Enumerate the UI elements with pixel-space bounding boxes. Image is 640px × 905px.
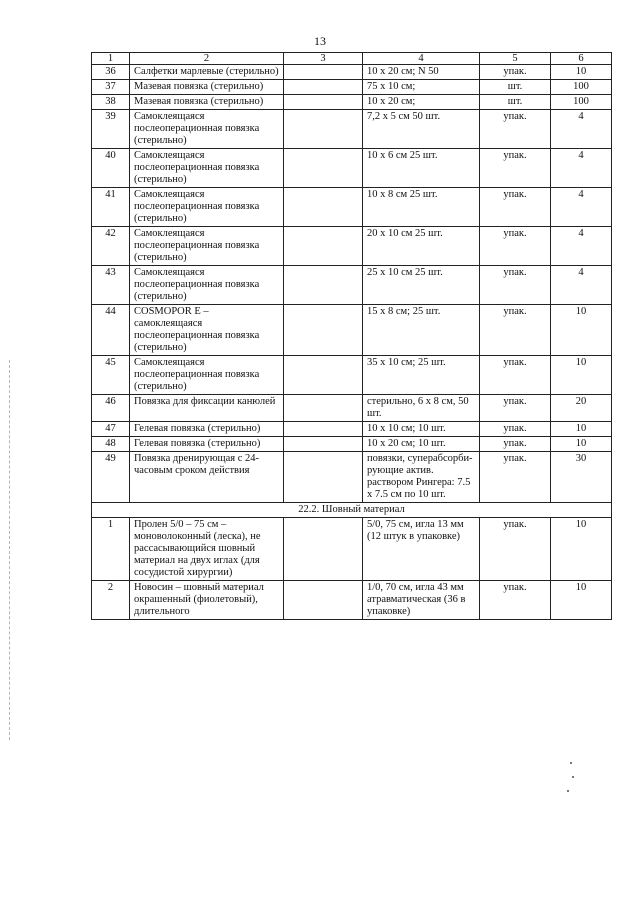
item-col3	[284, 452, 363, 503]
item-col3	[284, 305, 363, 356]
table-row	[92, 305, 612, 356]
row-number: 37	[92, 80, 130, 95]
item-unit: шт.	[480, 80, 551, 95]
table-body	[92, 65, 612, 620]
item-name: Гелевая повязка (стерильно)	[130, 422, 284, 437]
item-spec: 25 x 10 см 25 шт.	[363, 266, 480, 305]
row-number: 38	[92, 95, 130, 110]
item-unit: упак.	[480, 65, 551, 80]
page-number: 13	[314, 34, 326, 48]
column-header: 5	[480, 53, 551, 65]
item-col3	[284, 227, 363, 266]
table-row	[92, 518, 612, 581]
table-row	[92, 227, 612, 266]
table-row	[92, 452, 612, 503]
item-col3	[284, 149, 363, 188]
item-unit: упак.	[480, 518, 551, 581]
item-spec: 10 x 20 см; N 50	[363, 65, 480, 80]
item-col3	[284, 395, 363, 422]
item-quantity: 100	[551, 95, 612, 110]
item-unit: упак.	[480, 227, 551, 266]
item-name: Мазевая повязка (стерильно)	[130, 95, 284, 110]
item-name: Самоклеящаяся послеоперационная повязка (стерильно)	[130, 110, 284, 149]
table-row	[92, 65, 612, 80]
column-header: 1	[92, 53, 130, 65]
item-name: Повязка дренирующая с 24-часовым сроком действия	[130, 452, 284, 503]
table-row	[92, 581, 612, 620]
column-header: 6	[551, 53, 612, 65]
item-col3	[284, 437, 363, 452]
item-quantity: 10	[551, 581, 612, 620]
item-col3	[284, 95, 363, 110]
table-header-row	[92, 53, 612, 65]
row-number: 47	[92, 422, 130, 437]
item-unit: упак.	[480, 110, 551, 149]
item-spec: 75 x 10 см;	[363, 80, 480, 95]
item-col3	[284, 581, 363, 620]
item-unit: упак.	[480, 149, 551, 188]
item-col3	[284, 80, 363, 95]
scan-speck	[567, 790, 569, 792]
item-quantity: 4	[551, 149, 612, 188]
item-spec: 10 x 6 см 25 шт.	[363, 149, 480, 188]
item-unit: упак.	[480, 305, 551, 356]
item-quantity: 10	[551, 356, 612, 395]
item-quantity: 4	[551, 227, 612, 266]
item-name: Гелевая повязка (стерильно)	[130, 437, 284, 452]
row-number: 44	[92, 305, 130, 356]
item-unit: упак.	[480, 395, 551, 422]
row-number: 42	[92, 227, 130, 266]
supplies-table	[91, 52, 612, 620]
scan-edge-line	[9, 360, 10, 740]
row-number: 49	[92, 452, 130, 503]
table-row	[92, 149, 612, 188]
row-number: 40	[92, 149, 130, 188]
item-name: Салфетки марлевые (стерильно)	[130, 65, 284, 80]
row-number: 2	[92, 581, 130, 620]
row-number: 36	[92, 65, 130, 80]
table-row	[92, 110, 612, 149]
item-quantity: 10	[551, 518, 612, 581]
table-row	[92, 422, 612, 437]
item-quantity: 10	[551, 305, 612, 356]
row-number: 39	[92, 110, 130, 149]
item-spec: 7,2 x 5 см 50 шт.	[363, 110, 480, 149]
item-quantity: 100	[551, 80, 612, 95]
scan-speck	[572, 776, 574, 778]
column-header: 4	[363, 53, 480, 65]
row-number: 48	[92, 437, 130, 452]
item-unit: упак.	[480, 422, 551, 437]
section-title: 22.2. Шовный материал	[92, 503, 612, 518]
item-name: Мазевая повязка (стерильно)	[130, 80, 284, 95]
item-quantity: 10	[551, 422, 612, 437]
item-spec: 10 x 10 см; 10 шт.	[363, 422, 480, 437]
table-row	[92, 188, 612, 227]
table-row	[92, 356, 612, 395]
table-row	[92, 95, 612, 110]
column-header: 3	[284, 53, 363, 65]
column-header: 2	[130, 53, 284, 65]
item-name: Самоклеящаяся послеоперационная повязка (стерильно)	[130, 356, 284, 395]
item-name: Самоклеящаяся послеоперационная повязка (стерильно)	[130, 149, 284, 188]
item-unit: упак.	[480, 437, 551, 452]
row-number: 43	[92, 266, 130, 305]
item-spec: 20 x 10 см 25 шт.	[363, 227, 480, 266]
item-col3	[284, 188, 363, 227]
item-unit: упак.	[480, 452, 551, 503]
item-col3	[284, 110, 363, 149]
item-name: Самоклеящаяся послеоперационная повязка (стерильно)	[130, 227, 284, 266]
item-quantity: 4	[551, 266, 612, 305]
item-spec: 15 x 8 см; 25 шт.	[363, 305, 480, 356]
item-name: Самоклеящаяся послеоперационная повязка (стерильно)	[130, 188, 284, 227]
item-name: Пролен 5/0 – 75 см – моноволоконный (леска), не рассасывающийся шовный материал на двух иглах (для сосудистой хирургии)	[130, 518, 284, 581]
row-number: 45	[92, 356, 130, 395]
item-spec: 10 x 20 см; 10 шт.	[363, 437, 480, 452]
item-spec: стерильно, 6 x 8 см, 50 шт.	[363, 395, 480, 422]
table-row	[92, 437, 612, 452]
item-quantity: 20	[551, 395, 612, 422]
item-col3	[284, 518, 363, 581]
row-number: 41	[92, 188, 130, 227]
item-name: Новосин – шовный материал окрашенный (фиолетовый), длительного	[130, 581, 284, 620]
item-spec: 10 x 20 см;	[363, 95, 480, 110]
item-quantity: 10	[551, 65, 612, 80]
item-spec: 10 x 8 см 25 шт.	[363, 188, 480, 227]
section-row	[92, 503, 612, 518]
item-quantity: 10	[551, 437, 612, 452]
row-number: 46	[92, 395, 130, 422]
row-number: 1	[92, 518, 130, 581]
table-row	[92, 266, 612, 305]
item-col3	[284, 356, 363, 395]
item-name: Самоклеящаяся послеоперационная повязка (стерильно)	[130, 266, 284, 305]
item-quantity: 4	[551, 188, 612, 227]
item-col3	[284, 422, 363, 437]
item-unit: шт.	[480, 95, 551, 110]
item-name: Повязка для фиксации канюлей	[130, 395, 284, 422]
item-unit: упак.	[480, 356, 551, 395]
item-col3	[284, 65, 363, 80]
item-spec: 5/0, 75 см, игла 13 мм (12 штук в упаковке)	[363, 518, 480, 581]
item-quantity: 30	[551, 452, 612, 503]
item-unit: упак.	[480, 581, 551, 620]
item-unit: упак.	[480, 266, 551, 305]
table-row	[92, 395, 612, 422]
item-unit: упак.	[480, 188, 551, 227]
scan-speck	[570, 762, 572, 764]
item-name: COSMOPOR E – самоклеящаяся послеоперационная повязка (стерильно)	[130, 305, 284, 356]
item-quantity: 4	[551, 110, 612, 149]
item-col3	[284, 266, 363, 305]
item-spec: повязки, суперабсорби-рующие актив. раствором Рингера: 7.5 x 7.5 см по 10 шт.	[363, 452, 480, 503]
table-row	[92, 80, 612, 95]
item-spec: 1/0, 70 см, игла 43 мм атравматическая (36 в упаковке)	[363, 581, 480, 620]
item-spec: 35 x 10 см; 25 шт.	[363, 356, 480, 395]
